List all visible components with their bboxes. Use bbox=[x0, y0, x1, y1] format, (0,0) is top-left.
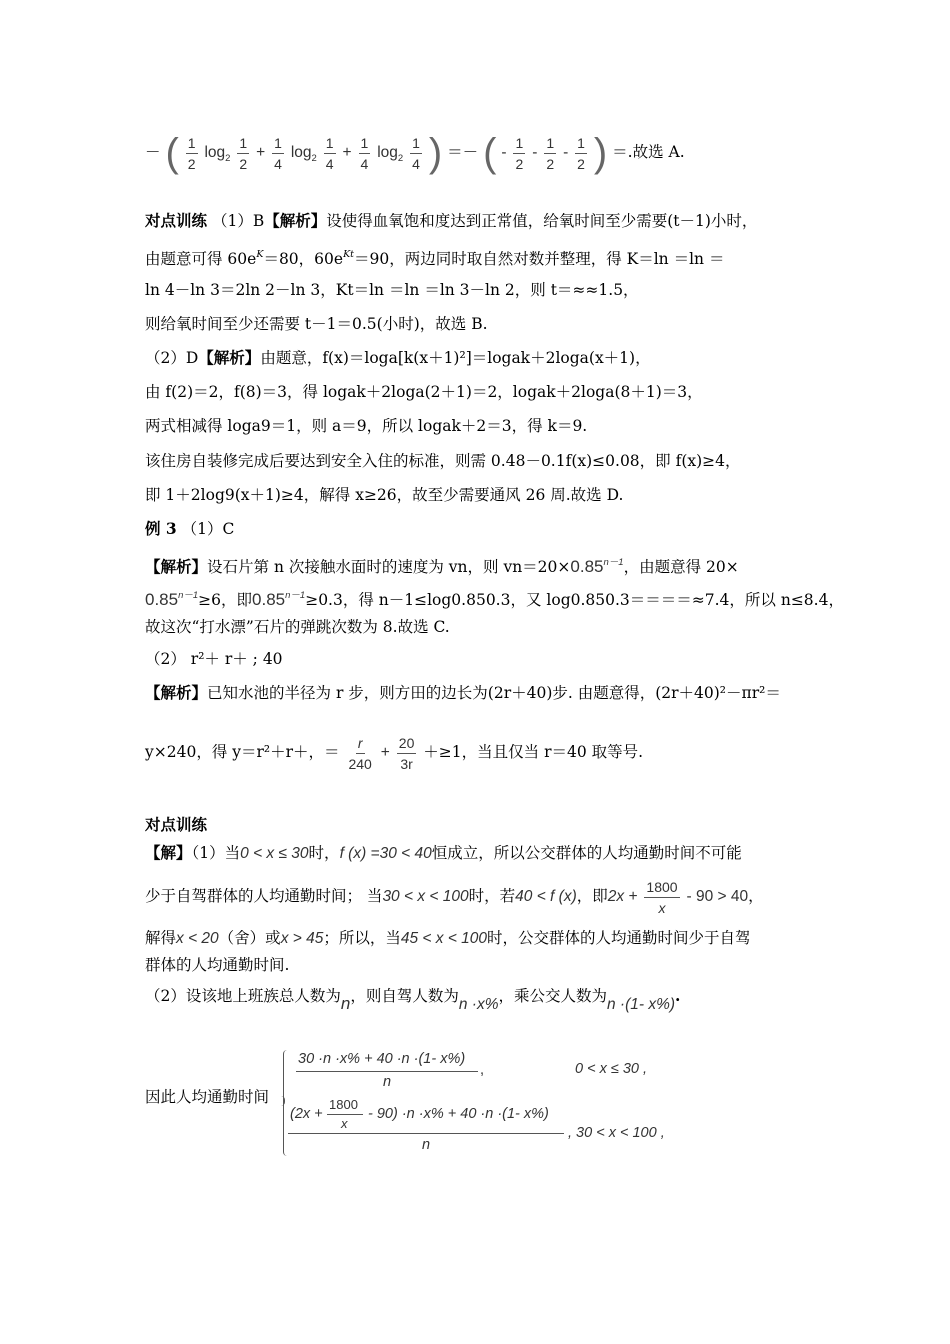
case2-inner-den: x bbox=[341, 1116, 348, 1131]
training2-line4: 群体的人均通勤时间. bbox=[145, 956, 290, 974]
section-heading-2: 对点训练 bbox=[145, 815, 208, 834]
training1-line4: 则给氧时间至少还需要 t－1＝0.5(小时)，故选 B. bbox=[145, 315, 488, 333]
case1-denominator: n bbox=[383, 1074, 392, 1090]
training2-line3: 解得x < 20（舍）或x > 45；所以，当45 < x < 100时，公交群体的人均通勤时间少于自驾 bbox=[145, 929, 751, 947]
training1-line1: 对点训练 （1）B【解析】设使得血氧饱和度达到正常值，给氧时间至少需要(t－1)小时， bbox=[145, 211, 758, 230]
case1-condition: 0 < x ≤ 30 , bbox=[575, 1061, 648, 1077]
training2-line1: 【解】（1）当0 < x ≤ 30时，f (x) =30 < 40恒成立，所以公交群体的人均通勤时间不可能 bbox=[145, 843, 742, 862]
example3-line5: y×240，得 y＝r²＋r＋，＝ $\frac{r}{240}$ + $\frac{20}{3r}$ ＋≥1，当且仅当 r＝40 取等号. bbox=[145, 734, 644, 772]
case2-inner-bar bbox=[327, 1114, 363, 1115]
training1-line7: 两式相减得 loga9＝1，则 a＝9，所以 logak＋2＝3，得 k＝9. bbox=[145, 417, 588, 435]
case2-numerator-b: - 90) ·n ·x% + 40 ·n ·(1- x%) bbox=[368, 1106, 549, 1122]
example3-line1: 【解析】设石片第 n 次接触水面时的速度为 vn，则 $vn=20\times 0.85^{n-1}$，由题意得 20× bbox=[145, 557, 739, 576]
fraction-quarter-3: $\frac{1}{4}$ bbox=[360, 134, 369, 172]
log-term: log bbox=[204, 144, 226, 161]
formula-tail: ＝.故选 A. bbox=[612, 143, 685, 161]
right-paren: ) bbox=[428, 131, 443, 175]
training1-line8: 该住房自装修完成后要达到安全入住的标准，则需 0.48－0.1f(x)≤0.08，即 f(x)≥4， bbox=[145, 452, 741, 470]
fraction-20-3r: $\frac{20}{3r}$ bbox=[398, 734, 415, 772]
training1-line2: 由题意可得 $60e^K=80$，$60e^{Kt}=90$，两边同时取自然对数并整理，得 K＝ln ＝ln ＝ bbox=[145, 249, 725, 268]
training1-line5: （2）D【解析】由题意，f(x)＝loga[k(x＋1)²]＝logak＋2loga(x＋1)， bbox=[145, 348, 651, 367]
case1-numerator: 30 ·n ·x% + 40 ·n ·(1- x%) bbox=[298, 1051, 466, 1067]
training2-line5: （2）设该地上班族总人数为n，则自驾人数为n ·x%，乘公交人数为n ·(1- x%). bbox=[145, 986, 681, 1013]
training1-line9: 即 1＋2log9(x＋1)≥4，解得 x≥26，故至少需要通风 26 周.故选 D. bbox=[145, 486, 624, 504]
training1-line3: ln 4－ln 3＝2ln 2－ln 3，Kt＝ln ＝ln ＝ln 3－ln 2，则 t＝≈≈1.5， bbox=[145, 281, 639, 299]
case1-comma: , bbox=[480, 1062, 485, 1078]
case1-fraction-bar bbox=[296, 1071, 478, 1072]
section-heading: 对点训练 bbox=[145, 211, 208, 230]
piecewise-brace-tip bbox=[279, 1096, 285, 1106]
example3-line4: 【解析】已知水池的半径为 r 步，则方田的边长为(2r＋40)步. 由题意得，(2r＋40)²－πr²＝ bbox=[145, 683, 781, 702]
fraction-half: $\frac{1}{2}$ bbox=[187, 134, 196, 172]
training2-line6: 因此人均通勤时间 bbox=[145, 1088, 270, 1106]
example3-answer2: （2） r²＋ r＋ ; 40 bbox=[145, 650, 283, 668]
example3-line2: $0.85^{n-1}\ge 6$，即$0.85^{n-1}\ge 0.3$，得 n－1≤log0.850.3，又 log0.850.3＝＝＝＝≈7.4，所以 n≤8.4， bbox=[145, 590, 844, 609]
case2-numerator-a: (2x + bbox=[290, 1106, 323, 1122]
case2-denominator: n bbox=[422, 1137, 431, 1153]
case2-condition: , 30 < x < 100 , bbox=[568, 1125, 665, 1141]
fraction-r-240: $\frac{r}{240}$ bbox=[348, 734, 372, 772]
left-paren: ( bbox=[165, 131, 179, 175]
fraction-quarter: $\frac{1}{4}$ bbox=[274, 134, 282, 172]
example3-heading-line: 例 3 （1）C bbox=[145, 519, 235, 538]
fraction-half-2: $\frac{1}{2}$ bbox=[239, 134, 248, 172]
fraction-1800-x: $\frac{1800}{x}$ bbox=[646, 878, 678, 916]
minus-sign: － bbox=[145, 143, 161, 161]
case2-fraction-bar bbox=[288, 1133, 564, 1134]
fraction-quarter-4: $\frac{1}{4}$ bbox=[412, 134, 420, 172]
fraction-quarter-2: $\frac{1}{4}$ bbox=[325, 134, 334, 172]
training1-line6: 由 f(2)＝2，f(8)＝3，得 logak＋2loga(2＋1)＝2，logak＋2loga(8＋1)＝3， bbox=[145, 383, 703, 401]
analysis-tag: 【解析】 bbox=[264, 211, 327, 230]
training2-line2: 少于自驾群体的人均通勤时间； 当30 < x < 100时，若40 < f (x)，即2x + $\frac{1800}{x}$ - 90 > 40， bbox=[145, 878, 764, 916]
top-formula: － ( $\frac{1}{2}$ $\log_2$ $\frac{1}{2}$ + $\frac{1}{4}$ $\log_2$ $\frac{1}{4}$ + $\frac{1}{4}$ $\log_2$ $\frac{1}{4}$ ) ＝－ ( - $\frac{1}{2}$ - $\frac{1}{2}$ - $\frac{1}{2}$ ) ＝.故选 A. bbox=[145, 131, 685, 175]
training2-heading bbox=[145, 815, 207, 835]
example3-line3: 故这次“打水漂”石片的弹跳次数为 8.故选 C. bbox=[145, 618, 450, 636]
case2-inner-num: 1800 bbox=[329, 1097, 358, 1112]
example-heading: 例 3 bbox=[145, 519, 177, 538]
